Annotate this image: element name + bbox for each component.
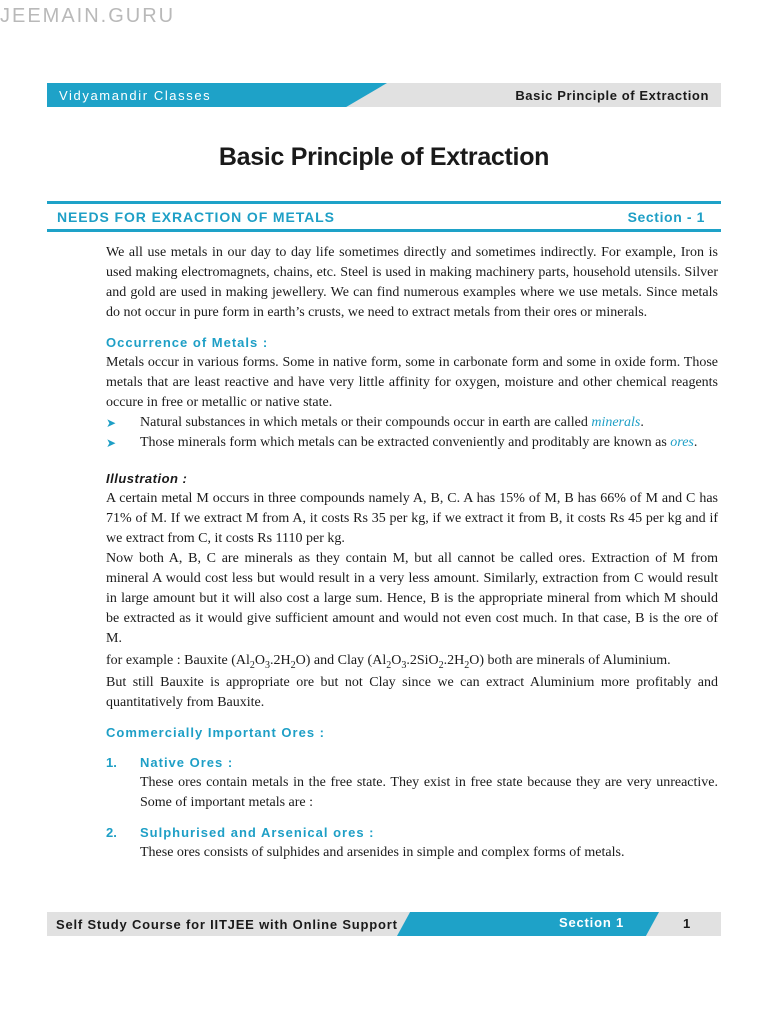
header-institute: Vidyamandir Classes: [59, 88, 212, 103]
term-minerals: minerals: [591, 415, 641, 430]
footer-section: Section 1: [559, 915, 624, 930]
bullet-minerals: ➤ Natural substances in which metals or their compounds occur in earth are called minerals.: [106, 413, 718, 433]
illustration-paragraph-2: Now both A, B, C are minerals as they contain M, but all cannot be called ores. Extraction of M from mineral A would cost less but would result in a very less amount. Similarly, extraction from C would result in large amount but it will also cost a large sum. Hence, B is the appropriate mineral from which M should be extracted as it would give sufficient amount and would not even cost much. In that case, B is the ore of M.: [106, 551, 718, 646]
bullet-ores-text: Those minerals form which metals can be extracted conveniently and proditably are known as: [140, 435, 667, 450]
ore-item-native: [106, 753, 718, 813]
page-footer-band: [47, 912, 721, 936]
ore-item-number: 2.: [106, 825, 117, 840]
section-rule-bottom: [47, 229, 721, 232]
page-title: Basic Principle of Extraction: [218, 143, 550, 171]
bullet-ores: ➤ Those minerals form which metals can be extracted conveniently and proditably are known as ores.: [106, 433, 718, 453]
occurrence-paragraph: Metals occur in various forms. Some in native form, some in carbonate form and some in oxide form. Those metals that are least reactive and have very little affinity for oxygen, moisture and other chemical reagents occure in free or metallic or native state.: [106, 355, 718, 410]
commercial-heading: Commercially Important Ores :: [106, 725, 325, 740]
ore-item-title: Native Ores :: [140, 755, 234, 770]
clay-formula: $(Al_2O_3.2SiO_2.2H_2O)$: [367, 653, 485, 671]
term-ores: ores: [670, 435, 694, 450]
section-bar: [47, 201, 721, 232]
arrow-bullet-icon: ➤: [106, 416, 117, 430]
ore-item-number: 1.: [106, 755, 117, 770]
illustration-paragraph-3: But still Bauxite is appropriate ore but not Clay since we can extract Aluminium more profitably and quantitatively from Bauxite.: [106, 675, 718, 710]
example-suffix: both are minerals of Aluminium.: [487, 653, 671, 668]
ore-item-text: These ores contain metals in the free state. They exist in free state because they are very unreactive. Some of important metals are :: [140, 775, 718, 810]
bauxite-formula: $(Al_2O_3.2H_2O)$: [231, 653, 311, 671]
ore-item-title: Sulphurised and Arsenical ores :: [140, 825, 375, 840]
arrow-bullet-icon: ➤: [106, 436, 117, 450]
footer-course: Self Study Course for IITJEE with Online Support: [56, 917, 398, 932]
occurrence-heading: Occurrence of Metals :: [106, 335, 269, 350]
watermark: JEEMAIN.GURU: [0, 5, 176, 27]
illustration-heading: Illustration :: [106, 471, 188, 486]
section-number: Section - 1: [627, 209, 705, 225]
example-prefix: for example : Bauxite: [106, 653, 228, 668]
section-title: NEEDS FOR EXRACTION OF METALS: [57, 209, 335, 225]
and-clay: and Clay: [313, 653, 365, 668]
illustration-paragraph-1: A certain metal M occurs in three compounds namely A, B, C. A has 15% of M, B has 66% of M and C has 71% of M. If we extract M from A, it costs Rs 35 per kg, if we extract it from B, it costs Rs 45 per kg and if we extract from C, it costs Rs 1110 per kg.: [106, 491, 718, 546]
page-body: [106, 243, 718, 863]
bullet-minerals-text: Natural substances in which metals or their compounds occur in earth are called: [140, 415, 588, 430]
header-chapter: Basic Principle of Extraction: [515, 88, 709, 103]
ore-item-text: These ores consists of sulphides and arsenides in simple and complex forms of metals.: [140, 845, 625, 860]
ore-item-sulphurised: [106, 823, 718, 863]
page-number: 1: [683, 916, 691, 931]
intro-paragraph: We all use metals in our day to day life sometimes directly and sometimes indirectly. For example, Iron is used making electromagnets, chains, etc. Steel is used in making machinery parts, household utensils. Silver and gold are used in making jewellery. We can find numerous examples where we use metals. Since metals do not occur in pure form in earth’s crusts, we need to extract metals from their ores or minerals.: [106, 245, 718, 320]
example-line: [106, 649, 718, 673]
page-header-band: [47, 83, 721, 107]
section-rule-top: [47, 201, 721, 204]
